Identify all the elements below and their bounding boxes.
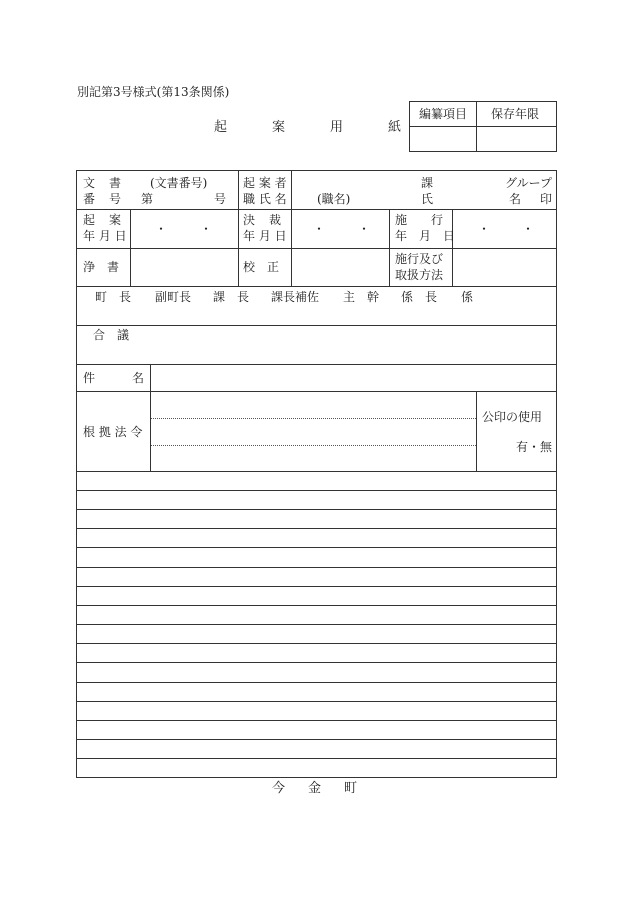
row-divider — [76, 325, 557, 326]
drafter-shokumei: (職名) — [317, 192, 351, 206]
date-separator: ・ — [200, 222, 213, 236]
row-divider — [76, 209, 557, 210]
approval-role-deputy-mayor: 副町長 — [155, 290, 192, 304]
seal-use-options[interactable]: 有・無 — [516, 440, 553, 454]
doc-number-paren: (文書番号) — [150, 176, 208, 190]
date-separator: ・ — [522, 222, 535, 236]
draft-date-field[interactable] — [134, 212, 234, 245]
decision-date-label: 年 月 日 — [243, 229, 287, 243]
form-number-label: 別記第3号様式(第13条関係) — [77, 85, 230, 99]
index-col-label: 保存年限 — [491, 107, 540, 121]
title-char: 用 — [330, 120, 344, 135]
enforce-date-label: 年 月 日 — [395, 229, 456, 243]
subject-label: 件 — [83, 371, 96, 385]
col-divider — [452, 209, 453, 286]
legal-basis-label: 根 拠 法 令 — [83, 425, 143, 439]
title-char: 起 — [214, 120, 228, 135]
proofread-label: 校 正 — [243, 260, 280, 274]
date-separator: ・ — [358, 222, 371, 236]
decision-date-field[interactable] — [295, 212, 385, 245]
enforce-date-field[interactable] — [456, 212, 553, 245]
row-divider — [76, 471, 557, 472]
doc-number-dai: 第 — [141, 192, 154, 206]
index-col-label: 編纂項目 — [419, 107, 468, 121]
drafter-shi: 氏 — [421, 192, 434, 206]
drafter-label: 職 氏 名 — [243, 192, 287, 206]
approval-role-subsection-chief: 係 長 — [401, 290, 438, 304]
enforce-method-field[interactable] — [456, 251, 553, 283]
approval-role-section-chief: 課 長 — [213, 290, 250, 304]
row-divider — [76, 286, 557, 287]
subject-field[interactable] — [154, 367, 553, 389]
seal-use-label: 公印の使用 — [482, 410, 543, 424]
approval-role-staff: 係 — [461, 290, 474, 304]
issuer-char: 今 — [272, 781, 286, 796]
approval-seal-area[interactable] — [79, 305, 553, 323]
col-divider — [130, 209, 131, 286]
doc-number-label: 番 号 — [83, 192, 123, 206]
enforce-method-label: 施行及び — [395, 252, 444, 266]
issuer-char: 町 — [344, 781, 358, 796]
enforce-method-label: 取扱方法 — [395, 268, 444, 282]
col-divider — [476, 391, 477, 471]
col-divider — [238, 170, 239, 286]
date-separator: ・ — [155, 222, 168, 236]
body-text-area[interactable] — [78, 473, 555, 776]
row-divider — [76, 391, 557, 392]
drafter-field[interactable] — [295, 172, 553, 206]
index-item-field[interactable] — [410, 127, 475, 151]
drafter-group: グループ — [505, 176, 553, 190]
consultation-area[interactable] — [79, 343, 553, 362]
doc-number-go: 号 — [214, 192, 227, 206]
draft-date-label: 年 月 日 — [83, 229, 127, 243]
col-divider — [291, 170, 292, 286]
title-char: 紙 — [388, 120, 402, 135]
drafter-ka: 課 — [421, 176, 434, 190]
proofread-field[interactable] — [295, 251, 385, 283]
fair-copy-field[interactable] — [134, 251, 234, 283]
consultation-label: 合 議 — [93, 328, 130, 342]
col-divider — [389, 209, 390, 286]
title-char: 案 — [272, 120, 286, 135]
approval-role-chief-officer: 主 幹 — [343, 290, 380, 304]
legal-basis-field[interactable] — [154, 394, 472, 468]
drafter-label: 起 案 者 — [243, 176, 287, 190]
retention-period-field[interactable] — [477, 127, 556, 151]
doc-number-field[interactable] — [134, 172, 234, 206]
seal-mark: 印 — [540, 192, 553, 206]
decision-date-label: 決 裁 — [243, 213, 283, 227]
subject-label: 名 — [132, 371, 145, 385]
row-divider — [76, 248, 557, 249]
date-separator: ・ — [313, 222, 326, 236]
enforce-date-label: 施 行 — [395, 213, 444, 227]
fair-copy-label: 浄 書 — [83, 260, 120, 274]
doc-number-label: 文 書 — [83, 176, 123, 190]
approval-role-mayor: 町 長 — [95, 290, 132, 304]
approval-role-assistant-chief: 課長補佐 — [271, 290, 320, 304]
issuer-char: 金 — [308, 781, 322, 796]
drafter-na: 名 — [509, 192, 522, 206]
draft-date-label: 起 案 — [83, 213, 123, 227]
date-separator: ・ — [478, 222, 491, 236]
row-divider — [76, 364, 557, 365]
